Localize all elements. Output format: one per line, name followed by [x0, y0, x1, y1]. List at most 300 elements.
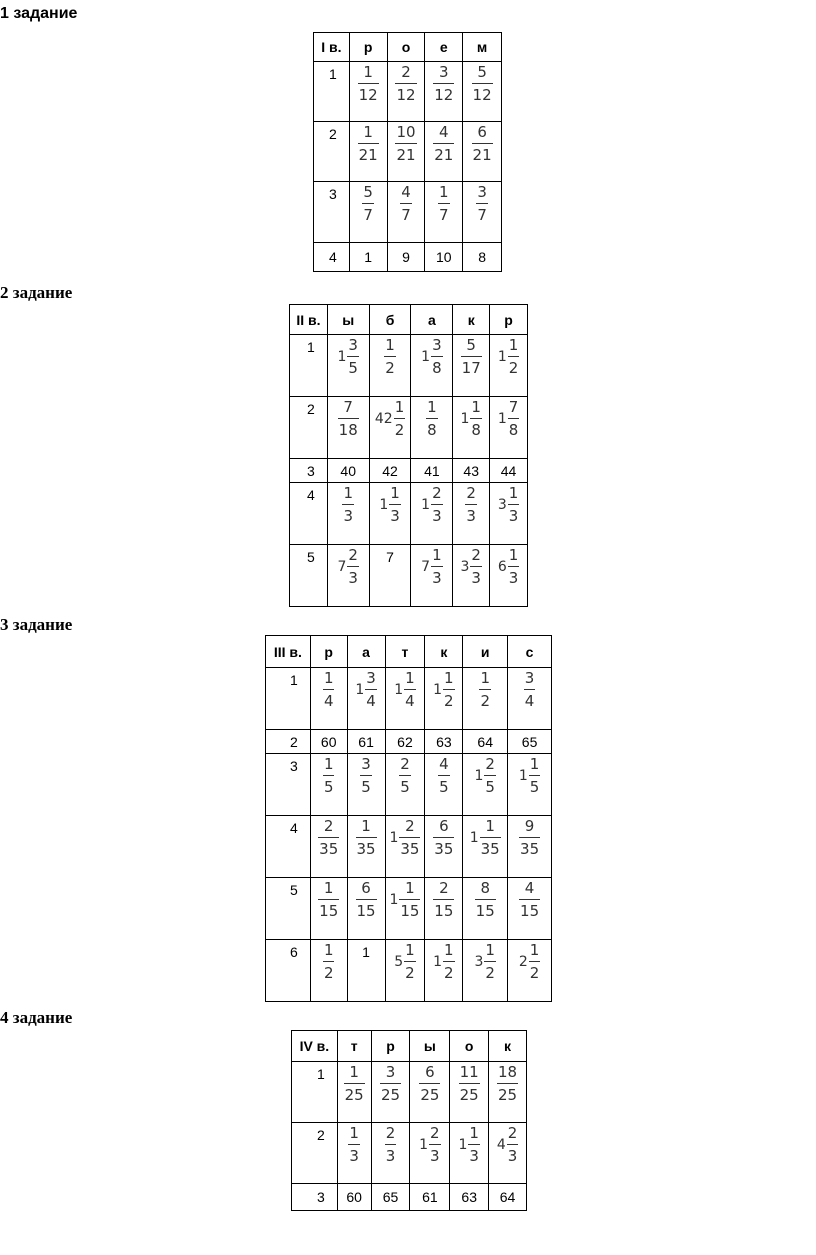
fraction [468, 1125, 480, 1165]
denominator: 35 [434, 840, 454, 858]
table-row [290, 459, 528, 483]
mixed-number [433, 818, 454, 858]
mixed-number [498, 547, 519, 587]
mixed-number [419, 1125, 440, 1165]
mixed-number [318, 880, 339, 920]
table-cell [490, 397, 528, 459]
numerator: 1 [363, 63, 373, 81]
denominator: 3 [349, 1147, 359, 1165]
fraction-bar [404, 689, 416, 690]
mixed-number [394, 670, 415, 710]
numerator: 1 [508, 546, 519, 564]
denominator: 8 [432, 359, 442, 377]
number-value: 65 [521, 733, 538, 750]
fraction [323, 756, 335, 796]
fraction-bar [400, 203, 412, 204]
numerator: 1 [485, 817, 495, 835]
denominator: 21 [472, 146, 492, 164]
mixed-number [395, 124, 416, 164]
numerator: 6 [361, 879, 371, 897]
letter-header: р [371, 1031, 410, 1062]
mixed-number [519, 942, 540, 982]
table-cell [411, 545, 453, 607]
denominator: 35 [356, 840, 376, 858]
table-cell [347, 730, 385, 754]
fraction [443, 942, 455, 982]
table-cell [347, 754, 385, 816]
numerator: 5 [466, 336, 476, 354]
numerator: 3 [477, 183, 487, 201]
fraction-bar [519, 899, 540, 900]
mixed-number [498, 485, 519, 525]
fraction-bar [360, 775, 372, 776]
fraction [479, 670, 491, 710]
fraction-bar [465, 504, 477, 505]
value-wrap [350, 182, 387, 224]
fraction-bar [438, 203, 450, 204]
denominator: 3 [471, 569, 481, 587]
number-value: 62 [397, 733, 413, 750]
numerator: 1 [508, 336, 519, 354]
denominator: 15 [520, 902, 540, 920]
value-wrap [388, 182, 425, 224]
row-number: 3 [314, 182, 350, 243]
numerator: 1 [405, 879, 415, 897]
letter-header: т [337, 1031, 371, 1062]
whole-part: 1 [433, 954, 443, 970]
value-wrap [453, 483, 489, 525]
mixed-number [460, 399, 481, 439]
mixed-number [385, 1125, 397, 1165]
numerator: 1 [390, 484, 400, 502]
row-number: 4 [266, 816, 311, 878]
fraction-bar [399, 899, 420, 900]
mixed-number [433, 124, 454, 164]
numerator: 2 [401, 63, 411, 81]
table-cell [327, 335, 369, 397]
row-number: 4 [314, 243, 350, 272]
fraction-bar [461, 356, 482, 357]
value-wrap [338, 1062, 371, 1104]
fraction [507, 1125, 519, 1165]
number-value: 60 [346, 1189, 362, 1205]
fraction [389, 485, 401, 525]
table-cell [387, 122, 425, 182]
mixed-number [421, 547, 442, 587]
table-cell [349, 62, 387, 122]
numerator: 1 [508, 484, 519, 502]
table-cell [453, 545, 490, 607]
fraction-bar [480, 837, 501, 838]
value-wrap [463, 878, 507, 920]
denominator: 21 [358, 146, 378, 164]
fraction-bar [380, 1083, 401, 1084]
fraction-bar [362, 203, 374, 204]
table-cell [463, 62, 502, 122]
table-cell [371, 1123, 410, 1184]
letter-header: о [387, 33, 425, 62]
denominator: 35 [400, 840, 420, 858]
fraction-bar [338, 418, 359, 419]
task-2-heading: 2 задание [0, 283, 73, 302]
table-cell [337, 1123, 371, 1184]
mixed-number [459, 1064, 480, 1104]
table-cell [369, 459, 411, 483]
table-cell [425, 730, 463, 754]
value-wrap [463, 754, 507, 796]
fraction-bar [431, 504, 443, 505]
task-1-table [313, 32, 502, 272]
value-wrap [425, 940, 462, 982]
number-value: 1 [362, 944, 370, 960]
number-value: 61 [422, 1189, 438, 1205]
fraction [318, 818, 339, 858]
table-cell [463, 940, 508, 1002]
value-wrap [311, 754, 347, 796]
numerator: 1 [323, 669, 334, 687]
fraction [404, 670, 416, 710]
denominator: 7 [363, 206, 373, 224]
fraction [529, 942, 541, 982]
fraction-bar [385, 1144, 397, 1145]
denominator: 3 [507, 1147, 518, 1165]
denominator: 2 [480, 692, 490, 710]
table-cell [387, 182, 425, 243]
table-cell [411, 483, 453, 545]
mixed-number [519, 880, 540, 920]
numerator: 1 [471, 398, 481, 416]
fraction [497, 1064, 518, 1104]
table-row [314, 243, 502, 272]
numerator: 4 [439, 123, 449, 141]
table-cell [508, 668, 552, 730]
numerator: 1 [323, 755, 334, 773]
denominator: 3 [508, 569, 519, 587]
whole-part: 7 [337, 559, 347, 575]
value-wrap [411, 483, 452, 525]
value-wrap [386, 878, 425, 920]
fraction [438, 756, 450, 796]
numerator: 1 [480, 669, 490, 687]
value-wrap [350, 62, 387, 104]
fraction [358, 124, 379, 164]
denominator: 3 [432, 569, 442, 587]
denominator: 35 [480, 840, 500, 858]
mixed-number [458, 1125, 479, 1165]
denominator: 21 [396, 146, 416, 164]
whole-part: 1 [474, 768, 484, 784]
numerator: 3 [361, 755, 371, 773]
denominator: 17 [461, 359, 481, 377]
value-wrap [508, 816, 551, 858]
fraction [404, 942, 416, 982]
numerator: 3 [348, 336, 358, 354]
numerator: 1 [529, 941, 540, 959]
table-cell [450, 1123, 489, 1184]
letter-header: м [463, 33, 502, 62]
numerator: 2 [323, 817, 334, 835]
table-cell [463, 122, 502, 182]
numerator: 1 [439, 183, 449, 201]
variant-cell: IV в. [292, 1031, 338, 1062]
fraction [356, 818, 377, 858]
numerator: 1 [427, 398, 437, 416]
denominator: 25 [344, 1086, 364, 1104]
denominator: 15 [356, 902, 376, 920]
numerator: 4 [401, 183, 411, 201]
value-wrap [348, 668, 385, 710]
mixed-number [419, 1064, 440, 1104]
value-wrap [328, 397, 369, 439]
mixed-number [389, 880, 420, 920]
whole-part: 1 [355, 682, 365, 698]
number-value: 42 [382, 462, 398, 479]
denominator: 35 [319, 840, 339, 858]
numerator: 2 [400, 755, 410, 773]
numerator: 1 [405, 941, 415, 959]
fraction [459, 1064, 480, 1104]
fraction-bar [484, 775, 496, 776]
denominator: 5 [439, 778, 449, 796]
table-cell [371, 1184, 410, 1211]
value-wrap [508, 668, 551, 710]
mixed-number [400, 184, 412, 224]
letter-header: р [310, 636, 347, 668]
value-wrap [453, 335, 489, 377]
fraction-bar [399, 775, 411, 776]
denominator: 3 [430, 1147, 440, 1165]
value-wrap [410, 1123, 449, 1165]
fraction [524, 670, 536, 710]
fraction-bar [431, 566, 443, 567]
letter-header: к [425, 636, 463, 668]
fraction-bar [394, 418, 406, 419]
whole-part: 1 [389, 830, 399, 846]
value-wrap [425, 122, 462, 164]
value-wrap [411, 545, 452, 587]
fraction [476, 184, 488, 224]
value-wrap [388, 62, 425, 104]
numerator: 1 [363, 123, 373, 141]
whole-part: 3 [460, 559, 470, 575]
letter-header: о [450, 1031, 489, 1062]
letter-header: а [411, 305, 453, 335]
numerator: 4 [439, 755, 449, 773]
numerator: 1 [405, 669, 415, 687]
row-number: 3 [266, 754, 311, 816]
table-cell [349, 182, 387, 243]
mixed-number [497, 1125, 518, 1165]
fraction [348, 1125, 360, 1165]
mixed-number [356, 880, 377, 920]
whole-part: 1 [518, 768, 528, 784]
mixed-number [474, 756, 495, 796]
table-cell [310, 730, 347, 754]
table-cell [369, 545, 411, 607]
letter-header: к [453, 305, 490, 335]
table-cell [327, 545, 369, 607]
fraction-bar [365, 689, 377, 690]
fraction-bar [344, 1083, 365, 1084]
number-value: 7 [386, 549, 394, 565]
fraction [461, 337, 482, 377]
fraction [508, 485, 520, 525]
table-cell [369, 335, 411, 397]
number-value: 61 [358, 733, 374, 750]
fraction-bar [476, 203, 488, 204]
header-row [292, 1031, 527, 1062]
value-wrap [425, 754, 462, 796]
fraction-bar [429, 1144, 441, 1145]
numerator: 1 [343, 484, 353, 502]
value-wrap [388, 122, 425, 164]
numerator: 1 [394, 398, 405, 416]
value-wrap [490, 397, 527, 439]
value-wrap [311, 816, 347, 858]
value-wrap [425, 182, 462, 224]
value-wrap [338, 1123, 371, 1165]
fraction [431, 485, 443, 525]
fraction-bar [404, 961, 416, 962]
denominator: 12 [396, 86, 416, 104]
fraction [472, 124, 493, 164]
denominator: 15 [400, 902, 420, 920]
mixed-number [323, 670, 335, 710]
fraction-bar [433, 143, 454, 144]
value-wrap [463, 182, 501, 224]
variant-cell: II в. [290, 305, 328, 335]
denominator: 8 [508, 421, 519, 439]
table-cell [490, 335, 528, 397]
fraction [465, 485, 477, 525]
mixed-number [472, 124, 493, 164]
header-row [314, 33, 502, 62]
whole-part: 1 [460, 411, 470, 427]
value-wrap [386, 668, 425, 710]
table-cell [508, 754, 552, 816]
table-cell [410, 1062, 450, 1123]
denominator: 12 [434, 86, 454, 104]
value-wrap [450, 1062, 488, 1104]
fraction-bar [433, 837, 454, 838]
denominator: 15 [319, 902, 339, 920]
fraction [365, 670, 377, 710]
variant-cell: I в. [314, 33, 350, 62]
fraction [323, 942, 335, 982]
fraction [400, 184, 412, 224]
whole-part: 5 [394, 954, 404, 970]
table-cell [453, 483, 490, 545]
fraction [484, 756, 496, 796]
table-row [266, 878, 552, 940]
table-cell [347, 668, 385, 730]
table-cell [453, 459, 490, 483]
fraction-bar [433, 899, 454, 900]
mixed-number [426, 399, 438, 439]
table-cell [490, 545, 528, 607]
row-number: 1 [292, 1062, 338, 1123]
fraction [480, 818, 501, 858]
denominator: 2 [385, 359, 395, 377]
denominator: 2 [405, 964, 415, 982]
value-wrap [489, 1123, 526, 1165]
table-row [290, 545, 528, 607]
row-number: 2 [314, 122, 350, 182]
table-row [290, 483, 528, 545]
denominator: 21 [434, 146, 454, 164]
fraction [394, 399, 406, 439]
table-row [314, 122, 502, 182]
letter-header: б [369, 305, 411, 335]
denominator: 2 [485, 964, 495, 982]
whole-part: 1 [458, 1137, 468, 1153]
numerator: 7 [343, 398, 353, 416]
number-value: 1 [364, 249, 373, 265]
row-number: 1 [266, 668, 311, 730]
table-cell [387, 62, 425, 122]
whole-part: 1 [337, 349, 347, 365]
numerator: 5 [363, 183, 373, 201]
denominator: 2 [444, 692, 454, 710]
number-value: 9 [402, 249, 410, 265]
table-cell [347, 878, 385, 940]
row-number: 3 [290, 459, 328, 483]
denominator: 18 [338, 421, 358, 439]
number-value: 8 [478, 249, 486, 265]
fraction-bar [323, 961, 335, 962]
table-row [266, 754, 552, 816]
row-number: 6 [266, 940, 311, 1002]
value-wrap [311, 940, 347, 982]
table-row [290, 397, 528, 459]
fraction [438, 184, 450, 224]
table-cell [347, 816, 385, 878]
denominator: 5 [400, 778, 410, 796]
value-wrap [372, 1062, 410, 1104]
mixed-number [476, 184, 488, 224]
numerator: 2 [471, 546, 481, 564]
value-wrap [386, 940, 425, 982]
value-wrap [311, 878, 347, 920]
fraction [426, 399, 438, 439]
numerator: 2 [507, 1124, 518, 1142]
denominator: 35 [520, 840, 540, 858]
value-wrap [490, 335, 527, 377]
fraction-bar [419, 1083, 440, 1084]
table-cell [371, 1062, 410, 1123]
table-cell [425, 243, 463, 272]
fraction [433, 880, 454, 920]
value-wrap [370, 335, 411, 377]
table-cell [327, 483, 369, 545]
letter-header: к [489, 1031, 527, 1062]
table-cell [425, 668, 463, 730]
value-wrap [411, 335, 452, 377]
mixed-number [475, 880, 496, 920]
denominator: 25 [380, 1086, 401, 1104]
fraction [443, 670, 455, 710]
fraction-bar [431, 356, 443, 357]
denominator: 4 [405, 692, 415, 710]
table-cell [349, 122, 387, 182]
table-cell [411, 397, 453, 459]
fraction-bar [529, 775, 541, 776]
numerator: 1 [485, 941, 495, 959]
fraction [508, 547, 520, 587]
value-wrap [370, 483, 411, 525]
whole-part: 1 [389, 892, 399, 908]
whole-part: 3 [497, 497, 507, 513]
